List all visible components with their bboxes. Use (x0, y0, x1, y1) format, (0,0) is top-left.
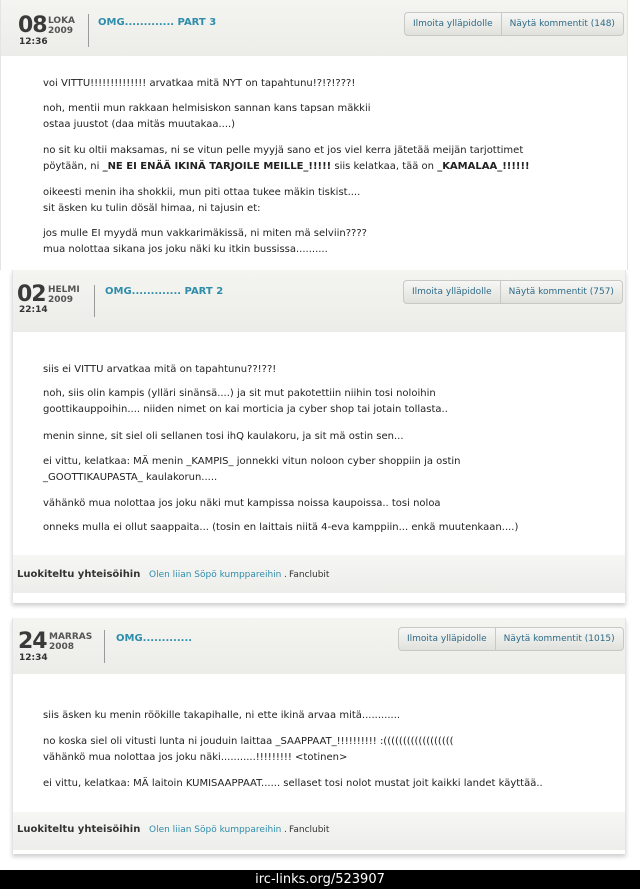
post-actions (404, 12, 624, 36)
text-line: ostaa juustot (daa mitäs muutakaa....) (43, 119, 236, 130)
post-time: 12:36 (19, 37, 48, 47)
post-header (13, 618, 625, 674)
post-header (1, 0, 627, 56)
text-line: no koska siel oli vitusti lunta ni jouduin laittaa _SAAPPAAT_!!!!!!!!!! :(((((((((((((((((( (43, 736, 454, 747)
post-year: 2008 (49, 642, 75, 652)
text-line: noh, mentii mun rakkaan helmisiskon sannan kans tapsan mäkkii (43, 103, 371, 114)
post-month: LOKA (48, 16, 76, 26)
text-line: ei vittu, kelatkaa: MÄ laitoin KUMISAAPPAAT...... sellaset tosi nolot mustat joit kaikki landet käyttää.. (43, 778, 543, 789)
text-line: onneks mulla ei ollut saappaita... (tosin en laittais niitä 4-eva kamppiin... enkä muutenkaan....) (43, 522, 519, 533)
post-text (43, 496, 441, 512)
post-year: 2009 (48, 26, 74, 36)
post-footer (13, 812, 625, 850)
header-divider (88, 14, 89, 47)
post-text (43, 776, 543, 792)
text-line: goottikauppoihin.... niiden nimet on kai morticia ja cyber shop tai jotain tollasta.. (43, 404, 448, 415)
post-actions (403, 280, 623, 304)
post-day: 02 (17, 282, 46, 307)
post-actions (398, 627, 624, 651)
text-fragment: siis kelatkaa, tää on (331, 161, 438, 172)
post-text (43, 143, 530, 175)
post-month: HELMI (48, 285, 80, 295)
post-text (43, 185, 360, 217)
bold-text: _NE EI ENÄÄ IKINÄ TARJOILE MEILLE_!!!!! (102, 161, 332, 172)
text-line: mua nolottaa sikana jos joku näki ku itkin bussissa.......... (43, 244, 328, 255)
text-line: menin sinne, sit siel oli sellanen tosi ihQ kaulakoru, ja sit mä ostin sen... (43, 431, 404, 442)
text-fragment: pöytään, ni (43, 161, 103, 172)
post-title-link[interactable]: OMG............. (116, 633, 193, 644)
post-text (43, 429, 404, 445)
post-text (43, 520, 518, 536)
header-divider (94, 285, 95, 317)
blog-post-1 (0, 0, 628, 270)
text-line: _GOOTTIKAUPASTA_ kaulakorun..... (43, 472, 218, 483)
blog-post-3 (12, 618, 626, 854)
text-line: jos mulle EI myydä mun vakkarimäkissä, ni miten mä selviin???? (43, 228, 367, 239)
post-year: 2009 (48, 295, 74, 305)
report-button[interactable]: Ilmoita ylläpidolle (407, 634, 487, 644)
community-separator: . (284, 570, 287, 580)
post-text (43, 362, 276, 378)
post-text (43, 734, 454, 766)
community-label: Luokiteltu yhteisöihin (17, 824, 141, 835)
post-text (43, 226, 367, 258)
text-line: sit äsken ku tulin dösäl himaa, ni tajusin et: (43, 203, 261, 214)
community-label: Luokiteltu yhteisöihin (17, 569, 141, 580)
text-line: vähänkö mua nolottaa jos joku näki mut kampissa noissa kaupoissa.. tosi noloa (43, 498, 441, 509)
community-name: Fanclubit (289, 570, 330, 580)
post-month: MARRAS (49, 632, 93, 642)
post-footer (13, 555, 625, 593)
report-button[interactable]: Ilmoita ylläpidolle (413, 19, 493, 29)
header-divider (104, 630, 105, 663)
post-text (43, 708, 400, 724)
watermark-bar (0, 870, 640, 889)
post-header (13, 270, 625, 332)
community-name: Fanclubit (289, 825, 330, 835)
community-link[interactable]: Olen liian Söpö kumppareihin (149, 825, 282, 835)
post-text (43, 76, 355, 92)
bold-text: _KAMALAA_!!!!!! (437, 161, 530, 172)
text-line: ei vittu, kelatkaa: MÄ menin _KAMPIS_ jonnekki vitun noloon cyber shoppiin ja ostin (43, 456, 461, 467)
text-line: noh, siis olin kampis (ylläri sinänsä....) ja sit mut pakotettiin niihin tosi noloihin (43, 388, 436, 399)
blog-post-2 (12, 270, 626, 603)
community-link[interactable]: Olen liian Söpö kumppareihin (149, 570, 282, 580)
text-line: no sit ku oltii maksamas, ni se vitun pelle myyjä sano et jos viel kerra jätetää meijän tarjottimet (43, 145, 524, 156)
post-text (43, 454, 461, 486)
text-line: vähänkö mua nolottaa jos joku näki...........!!!!!!!!! <totinen> (43, 752, 348, 763)
report-button[interactable]: Ilmoita ylläpidolle (412, 287, 492, 297)
watermark-text: irc-links.org/523907 (255, 872, 385, 887)
text-line: siis ei VITTU arvatkaa mitä on tapahtunu??!??! (43, 364, 277, 375)
text-line: oikeesti menin iha shokkii, mun piti ottaa tukee mäkin tiskist.... (43, 187, 361, 198)
show-comments-button[interactable]: Näytä kommentit (148) (501, 13, 623, 35)
post-title-link[interactable]: OMG............. PART 3 (98, 17, 217, 28)
post-day: 24 (18, 629, 47, 654)
post-text (43, 386, 448, 418)
post-title-link[interactable]: OMG............. PART 2 (105, 286, 224, 297)
show-comments-button[interactable]: Näytä kommentit (757) (500, 281, 622, 303)
text-line: voi VITTU!!!!!!!!!!!!!! arvatkaa mitä NYT on tapahtunu!?!?!???! (43, 78, 356, 89)
post-text (43, 101, 371, 133)
post-time: 22:14 (19, 305, 48, 315)
post-time: 12:34 (19, 653, 48, 663)
show-comments-button[interactable]: Näytä kommentit (1015) (495, 628, 623, 650)
community-separator: . (284, 825, 287, 835)
text-line: siis äsken ku menin röökille takapihalle, ni ette ikinä arvaa mitä............ (43, 710, 401, 721)
post-day: 08 (18, 13, 47, 38)
